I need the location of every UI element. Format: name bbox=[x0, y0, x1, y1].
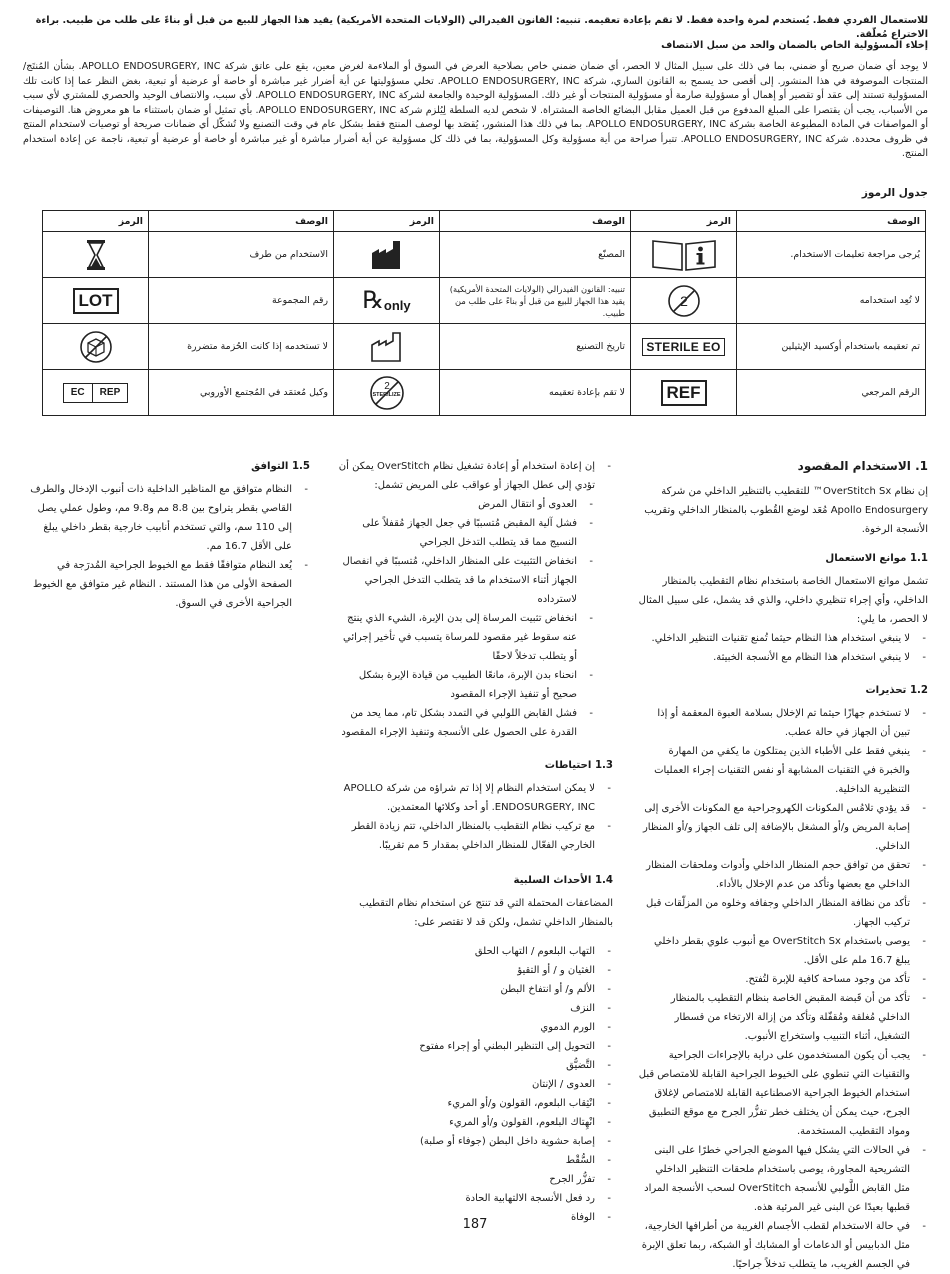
do-not-resterilize-icon bbox=[334, 370, 440, 416]
list-item: - التَّضيُّق bbox=[335, 1056, 613, 1075]
rx-caution-text: تنبيه: القانون الفيدرالي (الولايات المتحدة الأمريكية) يقيد هذا الجهاز للبيع من قبل أو بناءً على طلب من طبيب. bbox=[449, 283, 625, 318]
list-item: - انحناء بدن الإبرة، مانعًا الطبيب من قيادة الإبرة بشكل صحيح أو تنفيذ الإجراء المقصود bbox=[335, 666, 595, 704]
disclaimer-text: لا يوجد أي ضمان صريح أو ضمني، بما في ذلك على سبيل المثال لا الحصر، أي ضمان ضمني خاص بصلاحية العرض في السوق أو الملاءمة لغرض معين، يقع على عاتق شركة APOLLO ENDOSURGERY, INC. بشأن المُنتَج/المنتجات الموصوفة في هذا المنشور. إلى أقصى حد يسمح به القانون الساري، شركة APOLLO ENDOSURGERY, INC. تخلي مسؤوليتها عن أية أضرار غير مباشرة أو خاصة أو عرضية أو تبعية، بغض النظر عما إذا كانت تلك المسؤولية تستند إلى عقد أو تقصير أو إهمال أو مسؤولية صارمة أو مسؤولية المنتجات أو غير ذلك. المسؤولية الوحيدة والجامعة لشركة APOLLO ENDOSURGERY, INC. لأي سبب، والانتصاف الوحيد والحصري للمشتري لأي سبب من الأسباب، يجب أن يقتصرا على المبلغ المدفوع من قبل العميل مقابل البضائع الخاصة المشتراة. لا شخص لديه السلطة لِيُلزم شركة APOLLO ENDOSURGERY, INC. بأي تمثيل أو ضمان باستثناء ما هو معروض هنا. التوصيفات أو المواصفات في المادة المطبوعة الخاصة بشركة APOLLO ENDOSURGERY, INC. بما في ذلك هذا المنشور، يُقصَد بها لوصف المنتج فقط بشكل عام في وقت التصنيع ولا تُشكّل أي ضمانات صريحة أو توصيات لاستخدام المنتج في ظروف محددة. شركة APOLLO ENDOSURGERY, INC. تتبرأ صراحة من أية مسؤولية وكل المسؤولية، بما في ذلك كل مسؤولية عن أية أضرار مباشرة أو غير مباشرة أو خاصة أو عرضية أو تبعية، ناجمة عن إعادة استخدام المنتج. bbox=[23, 61, 929, 159]
list-item: - تفزُّر الجرح bbox=[335, 1170, 613, 1189]
list-item: - لا تستخدم جهازًا حيثما تم الإخلال بسلامة العبوة المعقمة أو إذا تبين أن الجهاز في حالة عطب. bbox=[638, 704, 928, 742]
list-item: - لا ينبغي استخدام هذا النظام مع الأنسجة الخبيثة. bbox=[638, 648, 928, 667]
section-title-adverse-events: 1.4 الأحداث السلبية bbox=[513, 875, 613, 886]
instructions-icon bbox=[631, 232, 737, 278]
list-item: - العدوى / الإنتان bbox=[335, 1075, 613, 1094]
list-item: - التهاب البلعوم / التهاب الحلق bbox=[335, 942, 613, 961]
symbols-table-title: جدول الرموز bbox=[861, 187, 928, 199]
adverse-events-intro: المضاعفات المحتملة التي قد تنتج عن استخدام نظام التقطيب بالمنظار الداخلي تشمل، ولكن قد لا تقتصر على: bbox=[359, 898, 613, 928]
section-title-warnings: 1.2 تحذيرات bbox=[865, 685, 928, 696]
symbol-description: الرقم المرجعي bbox=[737, 370, 926, 416]
section-title-contraindications: 1.1 موانع الاستعمال bbox=[825, 553, 928, 564]
list-item: - العدوى أو انتقال المرض bbox=[335, 495, 595, 514]
list-item: - فشل القابض اللولبي في التمدد بشكل تام، مما يحد من القدرة على الحصول على الأنسجة وتنفيذ الإجراء المقصود bbox=[335, 704, 595, 742]
disclaimer-title: إخلاء المسؤولية الخاص بالضمان والحد من سبل الانتصاف bbox=[661, 40, 928, 51]
warnings-list bbox=[638, 704, 928, 1274]
list-item: - يوصى باستخدام OverStitch Sx مع أنبوب علوي بقطر داخلي يبلغ 16.7 ملم على الأقل. bbox=[638, 932, 928, 970]
column-middle bbox=[335, 457, 613, 1227]
section-title-precautions: 1.3 احتياطات bbox=[544, 760, 613, 771]
list-item: - تأكد من وجود مساحة كافية للإبرة لتُفتح. bbox=[638, 970, 928, 989]
symbol-description: يُرجى مراجعة تعليمات الاستخدام. bbox=[737, 232, 926, 278]
header-description: الوصف bbox=[149, 211, 334, 232]
header-symbol: الرمز bbox=[631, 211, 737, 232]
manufacture-date-icon bbox=[334, 324, 440, 370]
symbol-description: المصنّع bbox=[440, 232, 631, 278]
list-item: - لا ينبغي استخدام هذا النظام حيثما تُمنع تقنيات التنظير الداخلي. bbox=[638, 629, 928, 648]
page-number: 187 bbox=[462, 1217, 488, 1232]
symbol-description: رقم المجموعة bbox=[149, 278, 334, 324]
header-symbol: الرمز bbox=[334, 211, 440, 232]
intended-use-text: إن نظام OverStitch Sx™ للتقطيب بالتنظير الداخلي من شركة Apollo Endosurgery مُعَد لوضع القُطوب بالمنظار الداخلي وتقريب الأنسجة الرخوة. bbox=[644, 486, 928, 535]
list-item: - قد يؤدي تلامُس المكونات الكهروجراحية مع المكونات الأخرى إلى إصابة المريض و/أو المشغل بالإضافة إلى تلف الجهاز و/أو المنظار الداخلي. bbox=[638, 799, 928, 856]
list-item: - تحقق من توافق حجم المنظار الداخلي وأدوات وملحقات المنظار الداخلي مع بعضها وتأكد من عدم الإخلال بالأداء. bbox=[638, 856, 928, 894]
symbol-description: تم تعقيمه باستخدام أوكسيد الإيثيلين bbox=[737, 324, 926, 370]
table-row bbox=[43, 324, 926, 370]
list-item: - في الحالات التي يشكل فيها الموضع الجراحي خطرًا على البنى التشريحية المجاورة، يوصى باستخدام ملحقات التنظير الداخلي مثل القابض اللَّولبي للأنسجة OverStitch لسحب الأنسجة المراد قطبها بعيدًا عن البنى غير المرئية هذه. bbox=[638, 1141, 928, 1217]
list-item: - انْهِتاك البلعوم، القولون و/أو المريء bbox=[335, 1113, 613, 1132]
contraindications-intro: تشمل موانع الاستعمال الخاصة باستخدام نظام التقطيب بالمنظار الداخلي، وأي إجراء تنظيري داخلي، والذي قد يشمل، على سبيل المثال لا الحصر، ما يلي: bbox=[638, 576, 928, 625]
rx-symbol: ℞ bbox=[362, 287, 384, 314]
contraindications-list bbox=[638, 629, 928, 667]
precautions-list bbox=[335, 779, 613, 855]
ec-label: EC bbox=[64, 384, 93, 402]
list-item: - التحويل إلى التنظير البطني أو إجراء مفتوح bbox=[335, 1037, 613, 1056]
sterilize-label: STERILIZE bbox=[372, 391, 401, 398]
table-row bbox=[43, 232, 926, 278]
list-item: - انْثِقاب البلعوم، القولون و/أو المريء bbox=[335, 1094, 613, 1113]
column-left bbox=[30, 457, 310, 613]
lot-icon bbox=[43, 278, 149, 324]
table-row bbox=[43, 370, 926, 416]
symbols-table bbox=[42, 210, 926, 416]
svg-text:2: 2 bbox=[383, 380, 390, 392]
compatibility-list bbox=[30, 480, 310, 613]
manufacturer-icon bbox=[334, 232, 440, 278]
list-item: - إن إعادة استخدام أو إعادة تشغيل نظام OverStitch يمكن أن تؤدي إلى عطل الجهاز أو عواقب على المريض تشمل: bbox=[335, 457, 613, 495]
list-item: - إصابة حشوية داخل البطن (جوفاء أو صلبة) bbox=[335, 1132, 613, 1151]
symbol-description: وكيل مُعتمَد في المُجتمع الأوروبي bbox=[149, 370, 334, 416]
list-item: - الغثيان و / أو التقيؤ bbox=[335, 961, 613, 980]
symbol-description bbox=[440, 278, 631, 324]
list-item: - فشل آلية المقبض مُتسببًا في جعل الجهاز مُقفلاً على النسيج مما قد يتطلب التدخل الجراحي bbox=[335, 514, 595, 552]
table-row bbox=[43, 278, 926, 324]
reuse-consequences-list bbox=[335, 457, 613, 495]
header-symbol: الرمز bbox=[43, 211, 149, 232]
do-not-reuse-icon bbox=[631, 278, 737, 324]
list-item: - ينبغي فقط على الأطباء الذين يمتلكون ما يكفي من المهارة والخبرة في التقنيات المشابهة أو نفس التقنيات إجراء العمليات التنظيرية الداخلية. bbox=[638, 742, 928, 799]
disclaimer-body bbox=[23, 60, 928, 162]
symbol-description: لا تُعِد استخدامه bbox=[737, 278, 926, 324]
symbols-table-header bbox=[43, 211, 926, 232]
list-item: - رد فعل الأنسجة الالتهابية الحادة bbox=[335, 1189, 613, 1208]
lot-label: LOT bbox=[73, 288, 119, 314]
rep-label: REP bbox=[99, 386, 121, 398]
list-item: - يُعد النظام متوافقًا فقط مع الخيوط الجراحية المُدرَجة في الصفحة الأولى من هذا المستند . النظام غير متوافق مع الخيوط الجراحية الأخرى في السوق. bbox=[30, 556, 310, 613]
list-item: - السُّقْط bbox=[335, 1151, 613, 1170]
ref-icon bbox=[631, 370, 737, 416]
rx-only-label: only bbox=[383, 297, 411, 313]
list-item: - تأكد من نظافة المنظار الداخلي وجفافه وخلوه من المزلّقات قبل تركيب الجهاز. bbox=[638, 894, 928, 932]
list-item: - النزف bbox=[335, 999, 613, 1018]
symbol-description: لا تستخدمه إذا كانت الحُزمة متضررة bbox=[149, 324, 334, 370]
section-title-compatibility: 1.5 التوافق bbox=[251, 461, 310, 472]
sterile-eo-icon bbox=[631, 324, 737, 370]
symbol-description: لا تقم بإعادة تعقيمه bbox=[440, 370, 631, 416]
list-item: - الوفاة bbox=[335, 1208, 613, 1227]
symbol-description: تاريخ التصنيع bbox=[440, 324, 631, 370]
svg-text:2: 2 bbox=[679, 292, 688, 309]
ec-rep-icon bbox=[43, 370, 149, 416]
list-item: - مع تركيب نظام التقطيب بالمنظار الداخلي، تتم زيادة القطر الخارجي الفعّال للمنظار الداخلي بمقدار 5 مم تقريبًا. bbox=[335, 817, 613, 855]
top-warning-note: للاستعمال الفردي فقط. يُستخدم لمرة واحدة فقط. لا تقم بإعادة تعقيمه. تنبيه: القانون الفيدرالي (الولايات المتحدة الأمريكية) يقيد هذا الجهاز للبيع من قبل أو بناءً على طلب من طبيب. براءة الاختراع مُعلّقة. bbox=[35, 15, 928, 40]
ref-label: REF bbox=[661, 380, 707, 406]
section-heading-intended-use: 1. الاستخدام المقصود bbox=[797, 459, 928, 473]
header-description: الوصف bbox=[440, 211, 631, 232]
list-item: - انخفاض تثبيت المرساة إلى بدن الإبرة، الشيء الذي ينتج عنه سقوط غير مقصود للمرساة يتسبب في تأخير إجرائي أو يتطلب تدخلاً لاحقًا bbox=[335, 609, 595, 666]
hourglass-icon bbox=[43, 232, 149, 278]
adverse-events-list bbox=[335, 942, 613, 1227]
list-item: - الألم و/ أو انتفاخ البطن bbox=[335, 980, 613, 999]
list-item: - لا يمكن استخدام النظام إلا إذا تم شراؤه من شركة APOLLO ENDOSURGERY, INC. أو أحد وكلائها المعتمدين. bbox=[335, 779, 613, 817]
header-description: الوصف bbox=[737, 211, 926, 232]
reuse-consequences-sublist bbox=[335, 495, 613, 742]
rx-only-icon bbox=[334, 278, 440, 324]
list-item: - النظام متوافق مع المناظير الداخلية ذات أنبوب الإدخال والطرف القاصي بقطر يتراوح بين 8.8 مم و9.8 مم، وطول عملي يصل إلى 110 سم، والتي تستخدم أنابيب خارجية بقطر داخلي يبلغ على الأقل 16.7 مم. bbox=[30, 480, 310, 556]
damaged-package-icon bbox=[43, 324, 149, 370]
list-item: - انخفاض التثبيت على المنظار الداخلي، مُتسببًا في انفصال الجهاز أثناء الاستخدام ما قد يتطلب التدخل الجراحي لاسترداده bbox=[335, 552, 595, 609]
list-item: - تأكد من أن قَبضة المقبض الخاصة بنظام التقطيب بالمنظار الداخلي مُغلقة ومُقفّلة وتأكد من إزالة الارتخاء من قسطار التشغيل، أثناء التنبيب واستخراج الأنبوب. bbox=[638, 989, 928, 1046]
list-item: - في حالة الاستخدام لقطب الأجسام الغريبة من أطرافها الخارجية، مثل الدبابيس أو الدعامات أو المشابك أو الشبكة، ربما تعلق الإبرة في الجسم الغريب، ما يتطلب تدخلاً جراحيًا. bbox=[638, 1217, 928, 1274]
symbol-description: الاستخدام من طرف bbox=[149, 232, 334, 278]
sterile-eo-label: STERILE EO bbox=[642, 338, 724, 356]
list-item: - يجب أن يكون المستخدمون على دراية بالإجراءات الجراحية والتقنيات التي تنطوي على الخيوط الجراحية القابلة للامتصاص قبل استخدام الخيوط الجراحية الاصطناعية القابلة للامتصاص لإغلاق الجرح، حيث يمكن أن يختلف خطر تفزُّر الجرح مع موقع التطبيق ومواد التقطيب المستخدمة. bbox=[638, 1046, 928, 1141]
column-right bbox=[638, 457, 928, 1274]
list-item: - الورم الدموي bbox=[335, 1018, 613, 1037]
